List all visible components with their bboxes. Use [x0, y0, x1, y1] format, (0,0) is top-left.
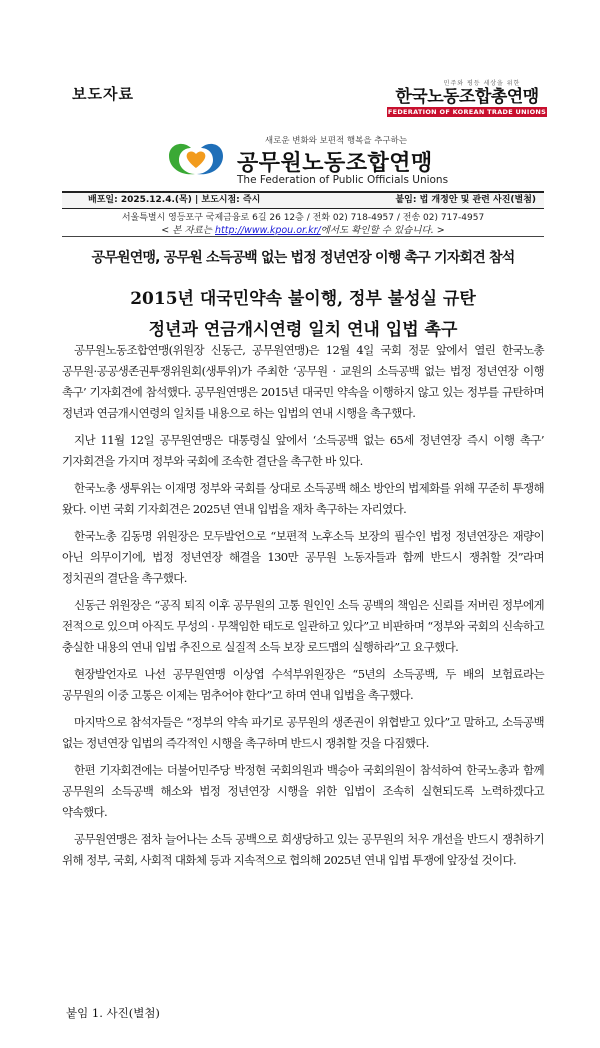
paragraph: 공무원연맹은 점차 늘어나는 소득 공백으로 희생당하고 있는 공무원의 처우 개선을 반드시 쟁취하기 위해 정부, 국회, 사회적 대화체 등과 지속적으로 협의해 2025년 연내 입법 투쟁에 앞장설 것이다.	[62, 832, 544, 867]
press-release-label: 보도자료	[72, 85, 134, 103]
paragraph: 마지막으로 참석자들은 “정부의 약속 파기로 공무원의 생존권이 위협받고 있다”고 말하고, 소득공백 없는 정년연장 입법의 즉각적인 시행을 촉구하며 반드시 쟁취할 것을 다짐했다.	[62, 715, 544, 750]
fpou-name: 공무원노동조합연맹	[237, 151, 433, 176]
hands-heart-icon	[165, 138, 227, 178]
paragraph: 한국노총 김동명 위원장은 모두발언으로 “보편적 노후소득 보장의 필수인 법정 정년연장은 재량이 아닌 의무이기에, 법정 정년연장 해결을 130만 공무원 노동자들과 함께 반드시 쟁취할 것”라며 정치권의 결단을 촉구했다.	[62, 529, 544, 585]
release-info-bar	[62, 191, 544, 209]
paragraph: 지난 11월 12일 공무원연맹은 대통령실 앞에서 ‘소득공백 없는 65세 정년연장 즉시 이행 촉구’ 기자회견을 가지며 정부와 국회에 조속한 결단을 촉구한 바 있다.	[62, 433, 544, 468]
title-line-2: 정년과 연금개시연령 일치 연내 입법 촉구	[148, 320, 458, 340]
fpou-slogan: 새로운 변화와 보편적 행복을 추구하는	[264, 136, 408, 146]
attachment-line: 붙임 1. 사진(별첨)	[66, 1006, 160, 1020]
paragraph: 한편 기자회견에는 더불어민주당 박정현 국회의원과 백승아 국회의원이 참석하여 한국노총과 함께 공무원의 소득공백 해소와 법정 정년연장 시행을 위한 입법이 조속히 실현되도록 노력하겠다고 약속했다.	[62, 763, 544, 819]
paragraph: 공무원노동조합연맹(위원장 신동근, 공무원연맹)은 12월 4일 국회 정문 앞에서 열린 한국노총 공무원·공공생존권투쟁위원회(생투위)가 주최한 ‘공무원 · 교원의 소득공백 없는 법정 정년연장 이행 촉구’ 기자회견에 참석했다. 공무원연맹은 2015년 대국민 약속을 이행하지 않고 있는 정부를 규탄하며 정년과 연금개시연령의 일치를 내용으로 하는 입법의 연내 시행을 촉구했다.	[62, 343, 544, 420]
headline: 공무원연맹, 공무원 소득공백 없는 법정 정년연장 이행 촉구 기자회견 참석	[91, 250, 515, 266]
attachment-note: 붙임: 법 개정안 및 관련 사진(별첨)	[395, 195, 536, 205]
kctu-slogan: 민주와 평등 세상을 위한	[443, 80, 521, 87]
web-note-prefix: < 본 자료는	[161, 225, 216, 236]
release-date: 배포일: 2025.12.4.(목) | 보도시점: 즉시	[88, 195, 261, 205]
kctu-logo	[387, 78, 547, 117]
contact-address: 서울특별시 영등포구 국제금융로 6길 26 12층 / 전화 02) 718-4957 / 전송 02) 717-4957	[121, 213, 485, 223]
fpou-logo	[165, 134, 455, 184]
title-line-1: 2015년 대국민약속 불이행, 정부 불성실 규탄	[130, 289, 476, 309]
kctu-name-en: FEDERATION OF KOREAN TRADE UNIONS	[387, 108, 547, 116]
divider	[62, 236, 544, 237]
article-body	[62, 340, 544, 877]
web-note-suffix: 에서도 확인할 수 있습니다. >	[320, 225, 445, 236]
fpou-name-en: The Federation of Public Officials Unions	[237, 174, 449, 186]
kctu-name: 한국노동조합총연맹	[395, 87, 539, 107]
website-link[interactable]: http://www.kpou.or.kr/	[215, 225, 321, 236]
paragraph: 현장발언자로 나선 공무원연맹 이상엽 수석부위원장은 “5년의 소득공백, 두 배의 보험료라는 공무원의 이중 고통은 이제는 멈추어야 한다”고 하며 연내 입법을 촉구했다.	[62, 667, 544, 702]
paragraph: 신동근 위원장은 “공직 퇴직 이후 공무원의 고통 원인인 소득 공백의 책임은 신뢰를 저버린 정부에게 전적으로 있으며 아직도 무성의 · 무책임한 태도로 일관하고 있다”고 비판하며 “정부와 국회의 신속하고 충실한 내용의 연내 입법 추진으로 실질적 소득 보장 로드맵의 실행하라”고 요구했다.	[62, 598, 544, 654]
paragraph: 한국노총 생투위는 이재명 정부와 국회를 상대로 소득공백 해소 방안의 법제화를 위해 꾸준히 투쟁해 왔다. 이번 국회 기자회견은 2025년 연내 입법을 재차 촉구하는 자리였다.	[62, 481, 544, 516]
web-note	[62, 222, 544, 236]
